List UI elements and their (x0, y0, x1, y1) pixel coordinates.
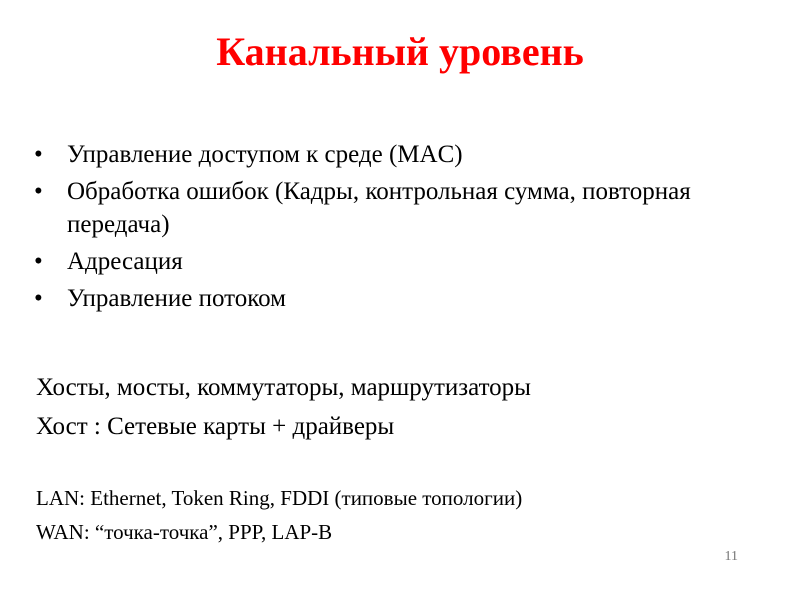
bullet-item (34, 175, 734, 241)
bullet-text: Адресация (67, 248, 183, 275)
bullet-icon: • (34, 248, 43, 275)
wan-line: WAN: “точка-точка”, PPP, LAP-B (36, 520, 333, 544)
devices-line: Хосты, мосты, коммутаторы, маршрутизаторы (36, 374, 531, 401)
bullet-item (34, 245, 734, 278)
bullet-text: Управление потоком (67, 285, 286, 312)
slide-title: Канальный уровень (216, 29, 584, 74)
bullet-list (34, 138, 734, 319)
bullet-text: Управление доступом к среде (MAC) (67, 141, 463, 168)
page-number: 11 (724, 549, 738, 564)
lan-line: LAN: Ethernet, Token Ring, FDDI (типовые топологии) (36, 486, 523, 510)
bullet-text: Обработка ошибок (Кадры, контрольная сумма, повторная передача) (67, 178, 691, 238)
bullet-icon: • (34, 141, 43, 168)
bullet-item (34, 282, 734, 315)
host-line: Хост : Сетевые карты + драйверы (36, 413, 395, 440)
bullet-icon: • (34, 285, 43, 312)
bullet-item (34, 138, 734, 171)
bullet-icon: • (34, 178, 43, 205)
